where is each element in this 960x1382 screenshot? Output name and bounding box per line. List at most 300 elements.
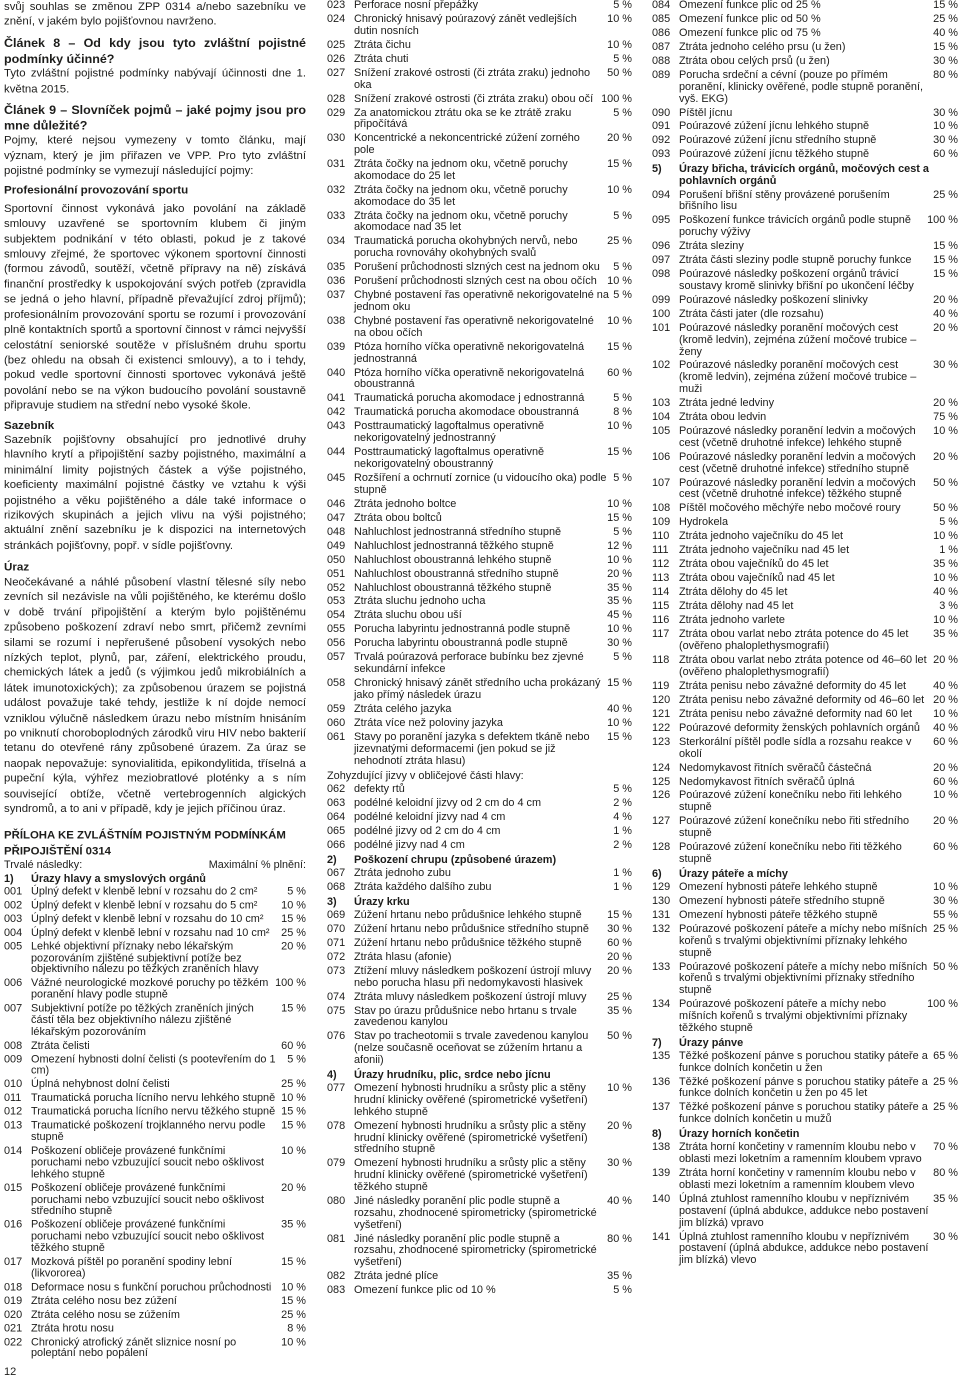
- item-description: Ztráta celého nosu se zúžením: [31, 1308, 180, 1321]
- table-row: [4, 1080, 306, 1092]
- table-row: [652, 70, 958, 105]
- table-row: [652, 545, 958, 557]
- item-percentage: 30 %: [933, 895, 958, 907]
- item-code: 085: [652, 12, 671, 25]
- item-description: Poúrazové poškození páteře a míchy nebo míšních kořenů s trvalými objektivními příznaky lehkého stupně: [679, 922, 928, 959]
- table-row: [652, 1232, 958, 1267]
- item-code: 131: [652, 908, 671, 921]
- item-description: Traumatická porucha akomodace oboustranná: [354, 406, 579, 419]
- item-percentage: 8 %: [613, 406, 632, 419]
- item-percentage: 35 %: [607, 595, 632, 608]
- item-code: 009: [4, 1053, 23, 1066]
- item-percentage: 20 %: [281, 940, 306, 953]
- table-row: [327, 624, 632, 636]
- item-percentage: 75 %: [933, 411, 958, 424]
- table-row: [327, 1196, 632, 1231]
- table-row: [4, 1041, 306, 1053]
- item-percentage: 20 %: [933, 321, 958, 334]
- item-description: Ztráta hlasu (afonie): [354, 950, 452, 963]
- item-description: Chronický hnisavý poúrazový zánět vedlejších dutin nosních: [354, 12, 577, 37]
- table-row: [327, 407, 632, 419]
- item-code: 136: [652, 1075, 671, 1088]
- table-row: [652, 910, 958, 922]
- item-code: 069: [327, 908, 346, 921]
- item-code: 082: [327, 1270, 346, 1283]
- legend-right: Maximální % plnění:: [208, 859, 306, 872]
- item-description: Ztráta sleziny: [679, 240, 744, 253]
- item-percentage: 1 %: [613, 880, 632, 893]
- item-description: Ztížení mluvy následkem poškození ústrojí mluvy nebo porucha hlasu při nedomykavosti hlasivek: [354, 964, 592, 989]
- table-row: [4, 1310, 306, 1322]
- item-percentage: 60 %: [607, 936, 632, 949]
- item-code: 011: [4, 1092, 22, 1105]
- item-percentage: 15 %: [281, 1002, 306, 1015]
- table-row: [652, 14, 958, 26]
- item-percentage: 50 %: [607, 66, 632, 79]
- item-percentage: 20 %: [933, 761, 958, 774]
- item-description: Omezení funkce plic od 50 %: [679, 12, 821, 25]
- item-description: Vážné neurologické mozkové poruchy po těžkém poranění hlavy podle stupně: [31, 977, 269, 1001]
- item-percentage: 40 %: [607, 1194, 632, 1207]
- item-description: Omezení hybnosti dolní čelisti (s pootevřením do 1 cm): [31, 1053, 276, 1077]
- item-percentage: 55 %: [933, 908, 958, 921]
- item-description: Stav po úrazu průdušnice nebo hrtanu s trvale zavedenou kanylou: [354, 1004, 577, 1029]
- table-row: [652, 1142, 958, 1166]
- item-percentage: 30 %: [607, 637, 632, 650]
- item-description: Ztráta penisu nebo závažné deformity od 46–60 let: [679, 693, 925, 706]
- item-description: Poškození obličeje provázené funkčními poruchami nebo vzbuzující soucit nebo ošklivost lehkého stupně: [31, 1145, 265, 1181]
- section-heading: [652, 163, 958, 187]
- table-row: [327, 94, 632, 106]
- item-description: Poúrazové následky poškození slinivky: [679, 293, 868, 306]
- item-description: Porušení břišní stěny provázené porušením břišního lisu: [679, 188, 890, 213]
- item-code: 072: [327, 950, 346, 963]
- table-row: [652, 190, 958, 214]
- table-row: [652, 323, 958, 358]
- item-code: 121: [652, 707, 671, 720]
- item-description: Ztráta čelisti: [31, 1039, 90, 1052]
- item-description: Ptóza horního víčka operativně nekorigovatelná jednostranná: [354, 340, 585, 365]
- table-row: [4, 1004, 306, 1039]
- section-heading: [327, 854, 632, 866]
- item-description: Traumatická porucha akomodace j ednostranná: [354, 392, 585, 405]
- item-description: Těžké poškození pánve s poruchou statiky páteře a funkce dolních končetin u mužů: [679, 1101, 928, 1126]
- item-code: 022: [4, 1336, 23, 1348]
- section-number: 4): [327, 1069, 337, 1082]
- table-row: [652, 723, 958, 735]
- item-description: Ztráta čočky na jednom oku, včetně poruchy akomodace nad 35 let: [354, 209, 568, 234]
- item-code: 104: [652, 411, 671, 424]
- item-code: 073: [327, 964, 346, 977]
- table-row: [327, 527, 632, 539]
- section-title: Poškození chrupu (způsobené úrazem): [354, 853, 557, 866]
- item-description: Těžké poškození pánve s poruchou statiky páteře a funkce dolních končetin u žen po 45 let: [679, 1075, 928, 1100]
- table-row: [652, 790, 958, 814]
- table-row: [327, 882, 632, 894]
- item-percentage: 30 %: [933, 134, 958, 147]
- item-code: 033: [327, 209, 346, 222]
- table-row: [652, 241, 958, 253]
- item-code: 071: [327, 936, 346, 949]
- item-percentage: 15 %: [281, 913, 306, 925]
- table-row: [327, 393, 632, 405]
- item-percentage: 15 %: [281, 1119, 306, 1132]
- table-row: [327, 812, 632, 824]
- item-description: podélné jizvy od 2 cm do 4 cm: [354, 824, 501, 837]
- item-code: 100: [652, 307, 671, 320]
- item-description: Ztráta čočky na jednom oku, včetně poruchy akomodace do 25 let: [354, 158, 568, 182]
- table-row: [327, 54, 632, 66]
- item-description: Úplná nehybnost dolní čelisti: [31, 1078, 170, 1091]
- table-row: [652, 517, 958, 529]
- item-percentage: 10 %: [607, 38, 632, 51]
- item-description: Nedomykavost řitních svěračů úplná: [679, 775, 855, 788]
- item-code: 062: [327, 782, 346, 795]
- item-percentage: 15 %: [607, 730, 632, 743]
- table-row: [327, 421, 632, 445]
- item-description: Poúrazové zúžení jícnu těžkého stupně: [679, 148, 870, 161]
- item-code: 004: [4, 926, 23, 939]
- table-row: [652, 1168, 958, 1192]
- table-row: [327, 541, 632, 553]
- item-description: Poúrazové následky poranění močových cest (kromě ledvin), zejména zúžení močové trubice – muži: [679, 359, 917, 396]
- item-code: 074: [327, 990, 346, 1003]
- item-description: Ztráta sluchu obou uší: [354, 609, 462, 622]
- item-code: 076: [327, 1030, 346, 1043]
- item-percentage: 5 %: [613, 782, 632, 795]
- table-row: [652, 149, 958, 161]
- item-percentage: 10 %: [607, 716, 632, 729]
- item-percentage: 30 %: [933, 106, 958, 119]
- item-description: Ztráta více než poloviny jazyka: [354, 716, 503, 729]
- item-description: Poúrazové zúžení jícnu středního stupně: [679, 134, 877, 147]
- item-description: Ztráta jednoho vaječníku nad 45 let: [679, 544, 850, 557]
- item-code: 067: [327, 866, 346, 879]
- item-description: Za anatomickou ztrátu oka se ke ztrátě zraku připočítává: [354, 106, 572, 131]
- table-row: [327, 596, 632, 608]
- item-description: Ztráta horní končetiny v ramenním kloubu nebo v oblasti mezi loketním a ramenním kloubem vlevo: [679, 1167, 916, 1191]
- table-row: [327, 924, 632, 936]
- table-row: [652, 655, 958, 679]
- item-percentage: 10 %: [281, 1336, 306, 1348]
- page-number: 12: [4, 1366, 17, 1378]
- table-row: [652, 999, 958, 1034]
- item-description: Snížení zrakové ostrosti (či ztráta zraku) obou očí: [354, 92, 594, 105]
- item-description: Úplný defekt v klenbě lební v rozsahu do 2 cm²: [31, 885, 258, 898]
- item-code: 039: [327, 340, 346, 353]
- section-heading: [327, 1069, 632, 1081]
- item-description: Ztráta horní končetiny v ramenním kloubu nebo v oblasti mezi loketním a ramenním kloubem vpravo: [679, 1141, 922, 1166]
- table-row: [327, 290, 632, 314]
- item-percentage: 35 %: [607, 1004, 632, 1017]
- table-row: [327, 159, 632, 183]
- table-row: [327, 211, 632, 235]
- item-percentage: 20 %: [607, 950, 632, 963]
- item-percentage: 25 %: [281, 1308, 306, 1321]
- item-description: Zúžení hrtanu nebo průdušnice lehkého stupně: [354, 908, 582, 921]
- section-title: Úrazy hrudníku, plic, srdce nebo jícnu: [354, 1069, 551, 1082]
- item-description: Porucha labyrintu oboustranná podle stupně: [354, 637, 568, 650]
- item-percentage: 5 %: [939, 516, 958, 529]
- item-code: 002: [4, 899, 23, 912]
- table-rows-left: [4, 887, 306, 1361]
- item-code: 053: [327, 595, 346, 608]
- table-row: [327, 262, 632, 274]
- item-description: Mozková píštěl po poranění spodiny lební (likvororea): [31, 1255, 232, 1280]
- item-percentage: 15 %: [933, 268, 958, 281]
- item-description: podélné keloidní jizvy od 2 cm do 4 cm: [354, 796, 542, 809]
- item-percentage: 20 %: [607, 132, 632, 145]
- item-description: Chronický hnisavý zánět středního ucha prokázaný jako přímý následek úrazu: [354, 677, 601, 701]
- table-row: [652, 896, 958, 908]
- item-code: 120: [652, 693, 671, 706]
- item-code: 132: [652, 922, 671, 935]
- item-description: Traumatická porucha lícního nervu lehkého stupně: [31, 1092, 276, 1105]
- item-percentage: 1 %: [613, 824, 632, 837]
- item-percentage: 80 %: [607, 1232, 632, 1245]
- item-description: Ztráta jedné plíce: [354, 1270, 439, 1283]
- item-code: 006: [4, 977, 23, 990]
- item-percentage: 35 %: [933, 1192, 958, 1205]
- table-row: [4, 1282, 306, 1294]
- table-row: [652, 255, 958, 267]
- item-code: 111: [652, 544, 669, 557]
- item-description: Úplný defekt v klenbě lební v rozsahu do 10 cm²: [31, 913, 264, 925]
- item-percentage: 10 %: [933, 789, 958, 802]
- item-code: 041: [327, 392, 346, 405]
- table-row: [327, 236, 632, 260]
- item-percentage: 15 %: [607, 158, 632, 171]
- section-heading: [652, 1037, 958, 1049]
- table-row: [652, 452, 958, 476]
- item-description: Ztráta obou celých prsů (u žen): [679, 54, 830, 67]
- item-percentage: 100 %: [601, 92, 632, 105]
- item-percentage: 10 %: [607, 12, 632, 25]
- item-code: 066: [327, 838, 346, 851]
- item-description: Ztráta hrotu nosu: [31, 1322, 114, 1335]
- table-row: [652, 587, 958, 599]
- item-code: 019: [4, 1294, 23, 1307]
- table-row: [652, 42, 958, 54]
- item-description: Poúrazové následky poranění ledvin a močových cest (včetně druhotné infekce) středního stupně: [679, 450, 916, 475]
- item-percentage: 20 %: [607, 1119, 632, 1132]
- item-code: 090: [652, 106, 671, 119]
- table-row: [327, 499, 632, 511]
- item-description: Chybné postavení řas operativně nekorigovatelné na obou očích: [354, 314, 594, 339]
- table-row: [652, 412, 958, 424]
- item-code: 103: [652, 397, 671, 410]
- item-code: 138: [652, 1141, 671, 1154]
- table-row: [4, 1220, 306, 1255]
- item-description: Píštěl jícnu: [679, 106, 733, 119]
- item-code: 112: [652, 558, 670, 571]
- item-description: Ztráta mluvy následkem poškození ústrojí mluvy: [354, 990, 587, 1003]
- item-code: 127: [652, 815, 671, 828]
- item-description: Ztráta jednoho vaječníku do 45 let: [679, 530, 844, 543]
- section-number: 2): [327, 853, 337, 866]
- item-code: 025: [327, 38, 346, 51]
- item-description: Ztráta celého nosu bez zúžení: [31, 1294, 177, 1307]
- table-row: [652, 695, 958, 707]
- section-number: 3): [327, 895, 337, 908]
- column-right: [652, 0, 958, 1269]
- item-code: 089: [652, 68, 671, 81]
- table-row: [327, 133, 632, 157]
- table-row: [652, 531, 958, 543]
- item-percentage: 25 %: [933, 188, 958, 201]
- table-row: [327, 732, 632, 767]
- item-code: 096: [652, 240, 671, 253]
- item-percentage: 80 %: [933, 68, 958, 81]
- item-code: 117: [652, 628, 670, 641]
- article-9-text: Pojmy, které nejsou vymezeny v tomto článku, mají význam, který je jim přiřazen ve VPP. Pro tyto zvláštní pojistné podmínky se vymezují následující pojmy:: [4, 134, 306, 177]
- item-code: 092: [652, 134, 671, 147]
- item-code: 057: [327, 651, 346, 664]
- item-code: 087: [652, 40, 671, 53]
- item-code: 045: [327, 471, 346, 484]
- section-title: Úrazy krku: [354, 895, 410, 908]
- item-description: Ztráta dělohy do 45 let: [679, 586, 788, 599]
- item-description: Poúrazové zúžení jícnu lehkého stupně: [679, 120, 870, 133]
- item-code: 068: [327, 880, 346, 893]
- item-code: 013: [4, 1119, 23, 1132]
- item-description: Ztráta celého jazyka: [354, 702, 452, 715]
- table-row: [652, 882, 958, 894]
- item-description: Sterkorální píštěl podle sídla a rozsahu reakce v okolí: [679, 735, 912, 760]
- item-percentage: 15 %: [281, 1255, 306, 1268]
- item-percentage: 60 %: [933, 841, 958, 854]
- item-code: 015: [4, 1182, 23, 1194]
- item-code: 099: [652, 293, 671, 306]
- legend-left: Trvalé následky:: [4, 859, 83, 872]
- item-description: Poúrazové následky poranění močových cest (kromě ledvin), zejména zúžení močové trubice – ženy: [679, 321, 917, 358]
- table-row: [327, 952, 632, 964]
- item-code: 094: [652, 188, 671, 201]
- table-row: [652, 573, 958, 585]
- table-row: [652, 309, 958, 321]
- table-row: [4, 1337, 306, 1360]
- table-row: [327, 14, 632, 38]
- table-row: [327, 992, 632, 1004]
- table-row: [327, 583, 632, 595]
- item-description: Ztráta čichu: [354, 38, 411, 51]
- table-legend: [4, 859, 306, 872]
- table-row: [652, 121, 958, 133]
- item-percentage: 3 %: [939, 600, 958, 613]
- item-description: Rozšíření a ochrnutí zornice (u vidoucího oka) podle stupně: [354, 471, 607, 496]
- item-description: Chybné postavení řas operativně nekorigovatelné na jednom oku: [354, 289, 609, 313]
- term-sazebnik-text: Sazebník pojišťovny obsahující pro jednotlivé druhy hlavního krytí a připojištění sazby pojistného, maximální a minimální limity pojistných částek a výše pojistného, koeficienty maximální pojistné částky ve vztahu k výši pojistného a věku pojištěného a dále také informace o rizikových skupinách a jejich vlivu na výši pojistného; aktuální znění sazebníku je k dispozici na internetových stránkách pojišťovny, popř. v sídle pojišťovny.: [4, 433, 306, 552]
- table-row: [327, 40, 632, 52]
- item-description: Ztráta obou boltců: [354, 511, 442, 524]
- item-description: Poúrazové následky poranění ledvin a močových cest (včetně druhotné infekce) těžkého stupně: [679, 476, 916, 501]
- item-percentage: 50 %: [933, 960, 958, 973]
- table-row: [652, 629, 958, 653]
- section-heading: [652, 1128, 958, 1140]
- item-percentage: 50 %: [933, 502, 958, 515]
- item-code: 043: [327, 420, 346, 433]
- item-code: 046: [327, 497, 346, 510]
- table-row: [652, 816, 958, 840]
- table-row: [4, 1121, 306, 1144]
- item-description: Ztráta každého dalšího zubu: [354, 880, 492, 893]
- item-description: Poúrazové poškození páteře a míchy nebo míšních kořenů s trvalými objektivními příznaky těžkého stupně: [679, 998, 908, 1034]
- item-description: Poúrazové deformity ženských pohlavních orgánů: [679, 721, 920, 734]
- item-code: 018: [4, 1281, 23, 1293]
- item-code: 108: [652, 502, 671, 515]
- item-code: 051: [327, 567, 346, 580]
- section-heading: [652, 868, 958, 880]
- item-code: 079: [327, 1157, 346, 1170]
- table-row: [4, 914, 306, 926]
- item-code: 126: [652, 789, 671, 802]
- item-description: Porušení průchodnosti slzných cest na jednom oku: [354, 261, 600, 274]
- item-code: 020: [4, 1308, 23, 1321]
- table-row: [652, 1051, 958, 1075]
- item-percentage: 15 %: [607, 908, 632, 921]
- item-percentage: 10 %: [607, 275, 632, 288]
- item-code: 052: [327, 581, 346, 594]
- table-row: [327, 276, 632, 288]
- item-description: Zúžení hrtanu nebo průdušnice těžkého stupně: [354, 936, 582, 949]
- table-row: [327, 1006, 632, 1030]
- table-row: [4, 1257, 306, 1280]
- item-percentage: 5 %: [613, 209, 632, 222]
- table-row: [652, 962, 958, 997]
- table-row: [652, 56, 958, 68]
- item-description: Omezení hybnosti hrudníku a srůsty plic a stěny hrudní klinicky ověřené (spirometrické vyšetření) těžkého stupně: [354, 1157, 588, 1193]
- item-code: 134: [652, 998, 671, 1011]
- table-row: [4, 978, 306, 1001]
- table-row: [652, 615, 958, 627]
- table-row: [4, 1183, 306, 1218]
- item-percentage: 12 %: [607, 539, 632, 552]
- section-number: 1): [4, 872, 14, 885]
- table-row: [652, 681, 958, 693]
- item-description: Porucha labyrintu jednostranná podle stupně: [354, 623, 571, 636]
- table-row: [4, 900, 306, 912]
- item-code: 078: [327, 1119, 346, 1132]
- item-code: 005: [4, 940, 23, 953]
- table-row: [327, 1271, 632, 1283]
- table-row: [652, 559, 958, 571]
- item-percentage: 5 %: [613, 106, 632, 119]
- table-row: [652, 709, 958, 721]
- table-row: [4, 1093, 306, 1105]
- table-row: [327, 1158, 632, 1193]
- item-description: Poškození obličeje provázené funkčními poruchami nebo vzbuzující soucit nebo ošklivost těžkého stupně: [31, 1218, 265, 1254]
- table-row: [327, 798, 632, 810]
- item-code: 047: [327, 511, 346, 524]
- item-code: 128: [652, 841, 671, 854]
- item-percentage: 5 %: [287, 885, 306, 898]
- item-code: 054: [327, 609, 346, 622]
- item-description: Nedomykavost řitních svěračů částečná: [679, 761, 872, 774]
- item-percentage: 15 %: [607, 511, 632, 524]
- term-uraz-heading: Úraz: [4, 561, 30, 574]
- table-row: [652, 924, 958, 959]
- item-code: 008: [4, 1039, 23, 1052]
- item-description: Úplná ztuhlost ramenního kloubu v nepříznivém postavení (úplná abdukce, addukce nebo postavení jim blízká) vlevo: [679, 1230, 929, 1267]
- item-code: 118: [652, 654, 670, 667]
- item-description: defekty rtů: [354, 782, 405, 795]
- table-row: [652, 0, 958, 12]
- item-percentage: 25 %: [607, 235, 632, 248]
- item-description: Úplný defekt v klenbě lební v rozsahu do 5 cm²: [31, 899, 258, 912]
- item-percentage: 40 %: [933, 586, 958, 599]
- item-percentage: 60 %: [933, 775, 958, 788]
- item-percentage: 10 %: [607, 623, 632, 636]
